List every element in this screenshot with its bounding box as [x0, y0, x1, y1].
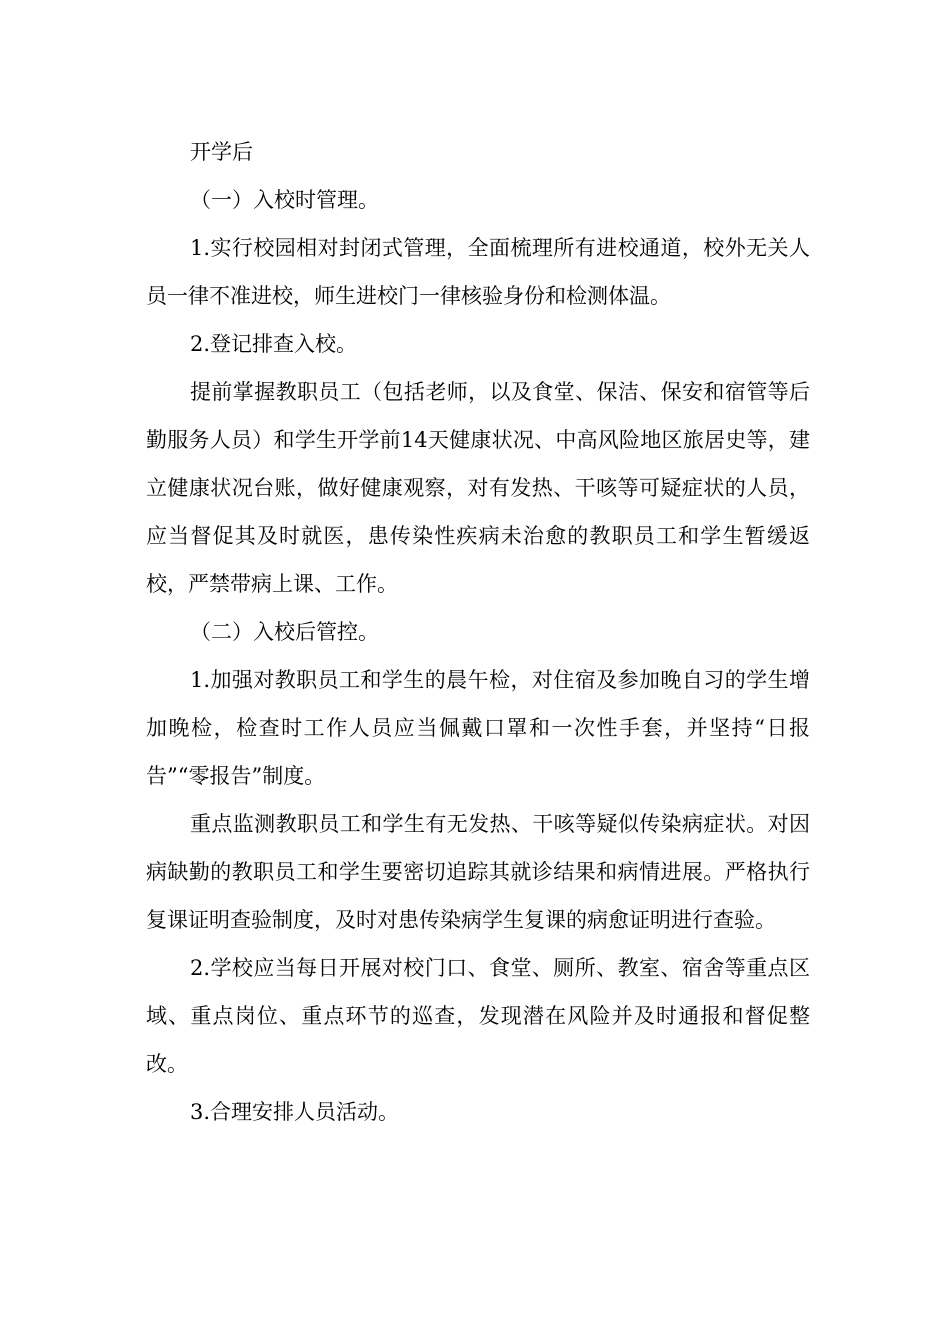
- subsection-heading-1: （一）入校时管理。: [190, 188, 379, 212]
- section-title: 开学后: [190, 140, 253, 164]
- paragraph-morning-checks: 1.加强对教职员工和学生的晨午检，对住宿及参加晚自习的学生增加晚检，检查时工作人员应当佩戴口罩和一次性手套，并坚持“日报告”“零报告”制度。: [146, 668, 810, 788]
- document-body: [146, 128, 810, 1136]
- paragraph-registration-heading: 2.登记排查入校。: [190, 332, 358, 356]
- subsection-heading-2: （二）入校后管控。: [190, 620, 379, 644]
- paragraph-activity-arrangement: 3.合理安排人员活动。: [190, 1100, 400, 1124]
- paragraph-health-tracking: 提前掌握教职员工（包括老师，以及食堂、保洁、保安和宿管等后勤服务人员）和学生开学前14天健康状况、中高风险地区旅居史等，建立健康状况台账，做好健康观察，对有发热、干咳等可疑症状的人员，应当督促其及时就医，患传染性疾病未治愈的教职员工和学生暂缓返校，严禁带病上课、工作。: [146, 380, 810, 596]
- paragraph-closed-management: 1.实行校园相对封闭式管理，全面梳理所有进校通道，校外无关人员一律不准进校，师生进校门一律核验身份和检测体温。: [146, 236, 810, 308]
- paragraph-symptom-monitoring: 重点监测教职员工和学生有无发热、干咳等疑似传染病症状。对因病缺勤的教职员工和学生要密切追踪其就诊结果和病情进展。严格执行复课证明查验制度，及时对患传染病学生复课的病愈证明进行查验。: [146, 812, 810, 932]
- paragraph-daily-inspection: 2.学校应当每日开展对校门口、食堂、厕所、教室、宿舍等重点区域、重点岗位、重点环节的巡查，发现潜在风险并及时通报和督促整改。: [146, 956, 810, 1076]
